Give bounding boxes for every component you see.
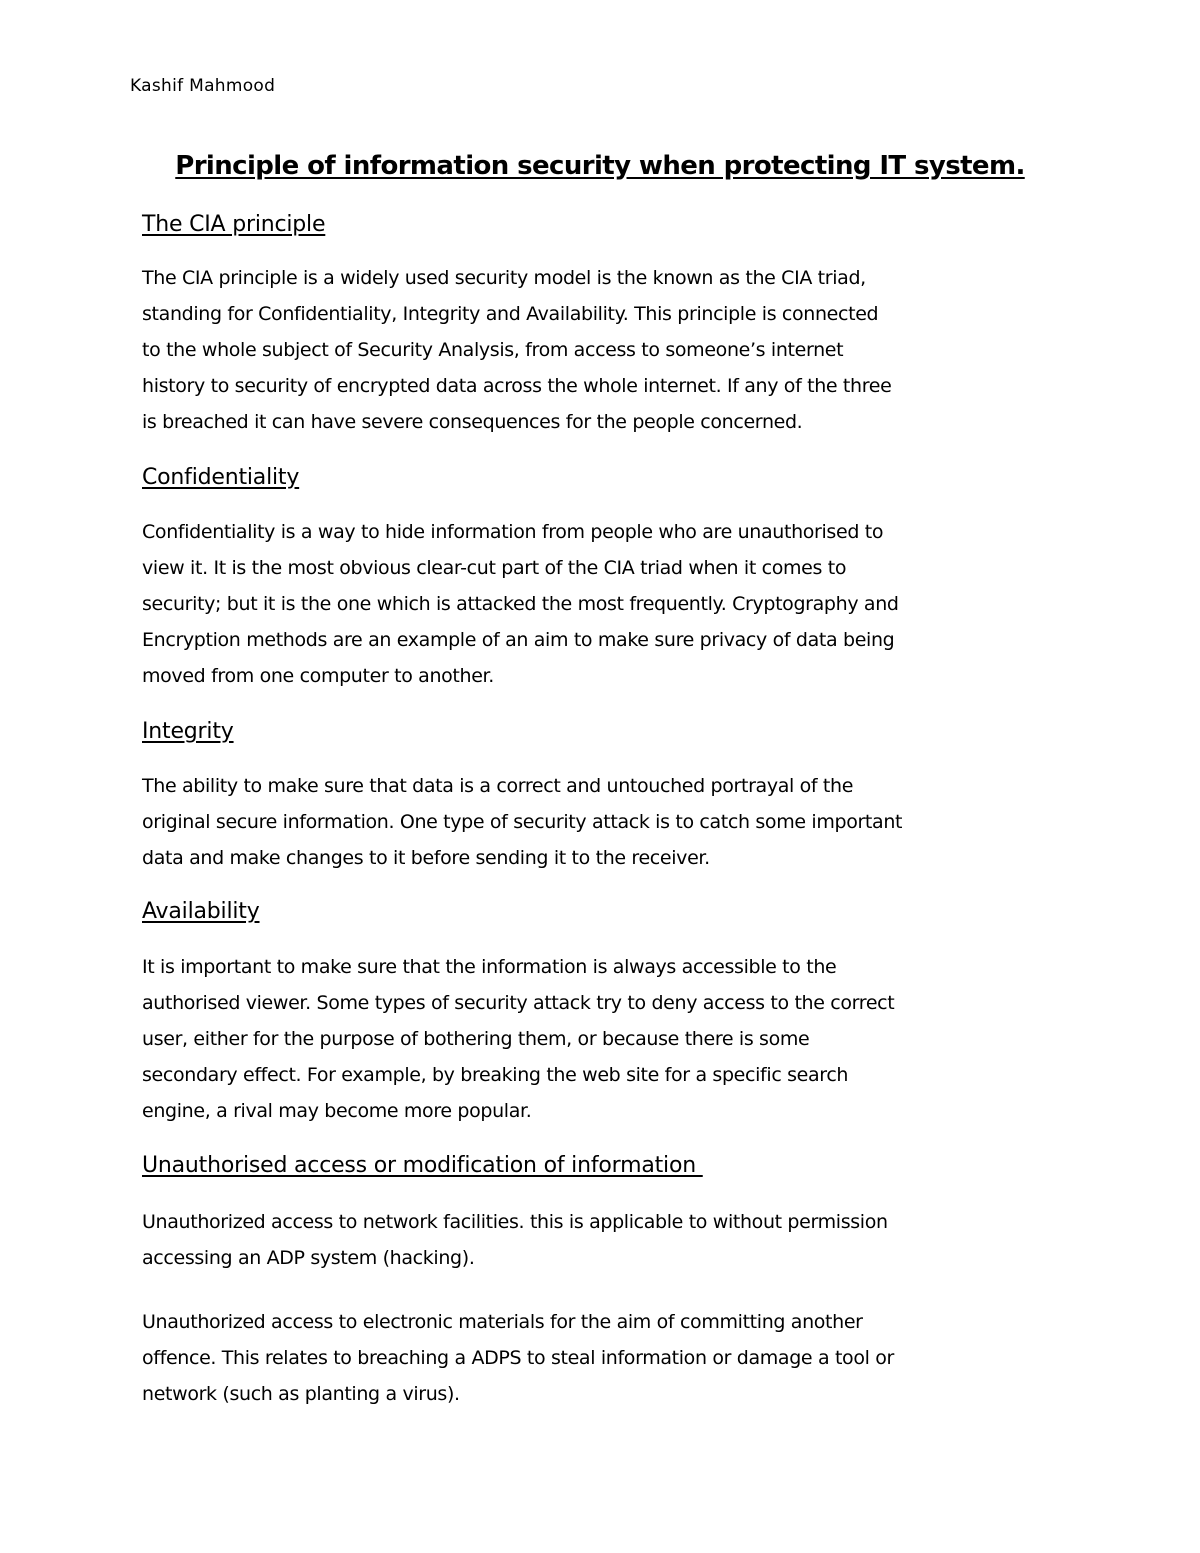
section-heading-cia-principle: The CIA principle <box>142 212 326 237</box>
text-line: user, either for the purpose of bothering them, or because there is some <box>142 1028 810 1050</box>
text-line: network (such as planting a virus). <box>142 1383 460 1405</box>
header-author-name: Kashif Mahmood <box>130 76 276 96</box>
section-heading-confidentiality: Confidentiality <box>142 465 300 490</box>
text-line: Confidentiality is a way to hide information from people who are unauthorised to <box>142 521 884 543</box>
section-paragraph-availability <box>142 949 1072 1129</box>
text-line: view it. It is the most obvious clear-cut part of the CIA triad when it comes to <box>142 557 847 579</box>
section-paragraph-confidentiality <box>142 514 1072 694</box>
text-line: data and make changes to it before sending it to the receiver. <box>142 847 710 869</box>
section-paragraph-cia-principle <box>142 260 1072 440</box>
text-line: history to security of encrypted data across the whole internet. If any of the three <box>142 375 892 397</box>
text-line: security; but it is the one which is attacked the most frequently. Cryptography and <box>142 593 899 615</box>
text-line: The ability to make sure that data is a correct and untouched portrayal of the <box>142 775 854 797</box>
document-title: Principle of information security when protecting IT system. <box>175 151 1025 181</box>
section-paragraph-integrity <box>142 768 1072 876</box>
text-line: Unauthorized access to electronic materials for the aim of committing another <box>142 1311 863 1333</box>
section-paragraph-unauthorised-access-2 <box>142 1304 1072 1412</box>
text-line: It is important to make sure that the information is always accessible to the <box>142 956 837 978</box>
section-heading-availability: Availability <box>142 899 260 924</box>
section-heading-unauthorised-access: Unauthorised access or modification of information <box>142 1153 703 1178</box>
text-line: Encryption methods are an example of an aim to make sure privacy of data being <box>142 629 895 651</box>
text-line: standing for Confidentiality, Integrity and Availability. This principle is connected <box>142 303 879 325</box>
text-line: engine, a rival may become more popular. <box>142 1100 532 1122</box>
text-line: moved from one computer to another. <box>142 665 494 687</box>
text-line: offence. This relates to breaching a ADPS to steal information or damage a tool or <box>142 1347 894 1369</box>
text-line: is breached it can have severe consequences for the people concerned. <box>142 411 803 433</box>
text-line: secondary effect. For example, by breaking the web site for a specific search <box>142 1064 849 1086</box>
text-line: to the whole subject of Security Analysis, from access to someone’s internet <box>142 339 844 361</box>
text-line: The CIA principle is a widely used security model is the known as the CIA triad, <box>142 267 866 289</box>
text-line: original secure information. One type of security attack is to catch some important <box>142 811 903 833</box>
text-line: authorised viewer. Some types of security attack try to deny access to the correct <box>142 992 895 1014</box>
text-line: accessing an ADP system (hacking). <box>142 1247 475 1269</box>
text-line: Unauthorized access to network facilities. this is applicable to without permission <box>142 1211 888 1233</box>
section-heading-integrity: Integrity <box>142 719 234 744</box>
section-paragraph-unauthorised-access-1 <box>142 1204 1072 1276</box>
